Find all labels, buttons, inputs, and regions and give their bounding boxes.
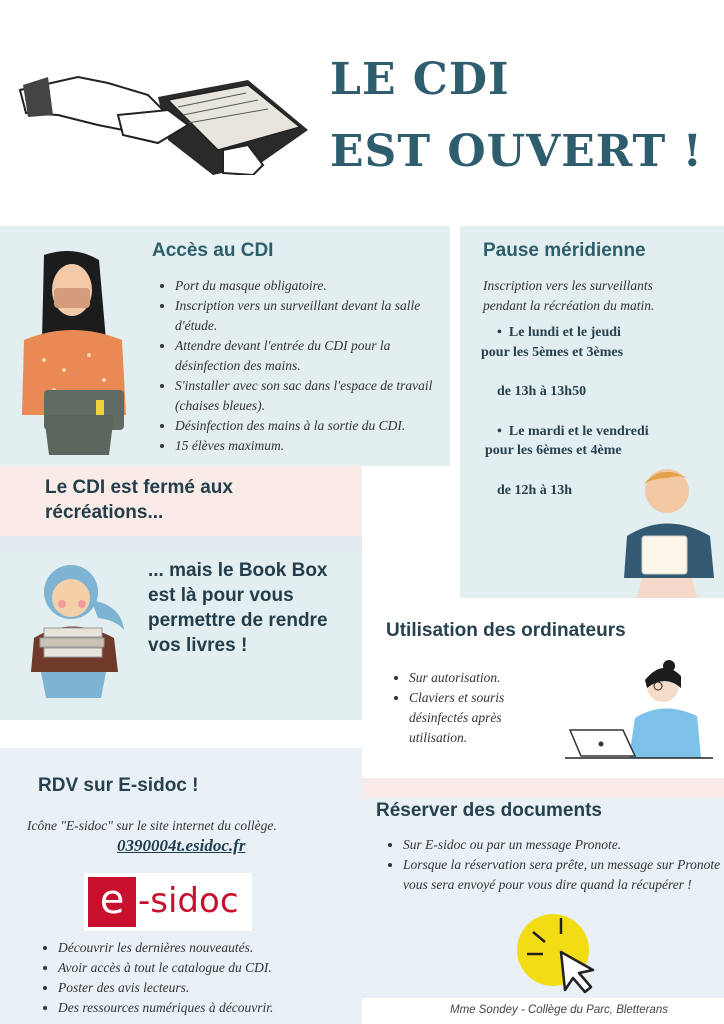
girl-mask-illustration: [14, 250, 132, 455]
list-item: • Inscription vers un surveillant devant la salle d'étude.: [175, 296, 457, 336]
reserver-list: [385, 835, 723, 895]
ferme-text: Le CDI est fermé aux récréations...: [45, 477, 233, 523]
pause-intro: Inscription vers les surveillants pendant la récréation du matin.: [483, 278, 655, 313]
slot2-hours: de 12h à 13h: [497, 483, 573, 498]
list-item: • 15 élèves maximum.: [175, 436, 457, 456]
pause-heading: Pause méridienne: [483, 240, 646, 261]
slot1-hours: de 13h à 13h50: [497, 384, 587, 399]
ordinateurs-list: [391, 668, 559, 748]
list-item: • S'installer avec son sac dans l'espace de travail (chaises bleues).: [175, 376, 457, 416]
list-item: • Sur E-sidoc ou par un message Pronote.: [403, 835, 723, 855]
footer-credit: Mme Sondey - Collège du Parc, Bletterans: [450, 1004, 668, 1016]
list-item: • Port du masque obligatoire.: [175, 276, 457, 296]
reserver-top-strip: [362, 778, 724, 798]
esidoc-logo-sidoc: -sidoc: [138, 881, 239, 921]
list-item: • Lorsque la réservation sera prête, un message sur Pronote vous sera envoyé pour vous dire quand la récupérer !: [403, 855, 723, 895]
list-item: • Sur autorisation.: [409, 668, 559, 688]
title-line-2: EST OUVERT !: [330, 126, 703, 177]
slot2-classes: pour les 6èmes et 4ème: [485, 443, 622, 458]
ferme-strip-top: [0, 456, 362, 466]
reading-boy-illustration: [612, 466, 722, 598]
click-cursor-icon: [513, 910, 613, 995]
girl-books-illustration: [26, 560, 131, 698]
esidoc-intro: Icône "E-sidoc" sur le site internet du collège.: [27, 818, 277, 833]
ordinateurs-heading: Utilisation des ordinateurs: [386, 620, 626, 641]
title-line-1: LE CDI: [330, 54, 510, 105]
list-item: • Des ressources numériques à découvrir.: [58, 998, 358, 1018]
list-item: • Attendre devant l'entrée du CDI pour la désinfection des mains.: [175, 336, 457, 376]
acces-list: [157, 276, 457, 456]
esidoc-logo-e: e: [88, 877, 136, 927]
esidoc-logo[interactable]: [84, 873, 252, 931]
list-item: • Désinfection des mains à la sortie du CDI.: [175, 416, 457, 436]
list-item: • Claviers et souris désinfectés après utilisation.: [409, 688, 559, 748]
list-item: • Découvrir les dernières nouveautés.: [58, 938, 358, 958]
page-title: [330, 52, 703, 180]
esidoc-heading: RDV sur E-sidoc !: [38, 775, 199, 796]
esidoc-list: [40, 938, 358, 1018]
slot2-days: • Le mardi et le vendredi: [497, 424, 649, 439]
slot1-classes: pour les 5èmes et 3èmes: [481, 345, 624, 360]
laptop-girl-illustration: [565, 658, 715, 760]
list-item: • Avoir accès à tout le catalogue du CDI.: [58, 958, 358, 978]
hands-book-illustration: [18, 55, 313, 175]
reserver-heading: Réserver des documents: [376, 800, 602, 821]
esidoc-link[interactable]: 0390004t.esidoc.fr: [117, 836, 246, 855]
list-item: • Poster des avis lecteurs.: [58, 978, 358, 998]
acces-heading: Accès au CDI: [152, 240, 274, 261]
bookbox-text: ... mais le Book Box est là pour vous permettre de rendre vos livres !: [148, 560, 328, 656]
bookbox-top-strip: [0, 536, 362, 552]
slot1-days: • Le lundi et le jeudi: [497, 325, 621, 340]
